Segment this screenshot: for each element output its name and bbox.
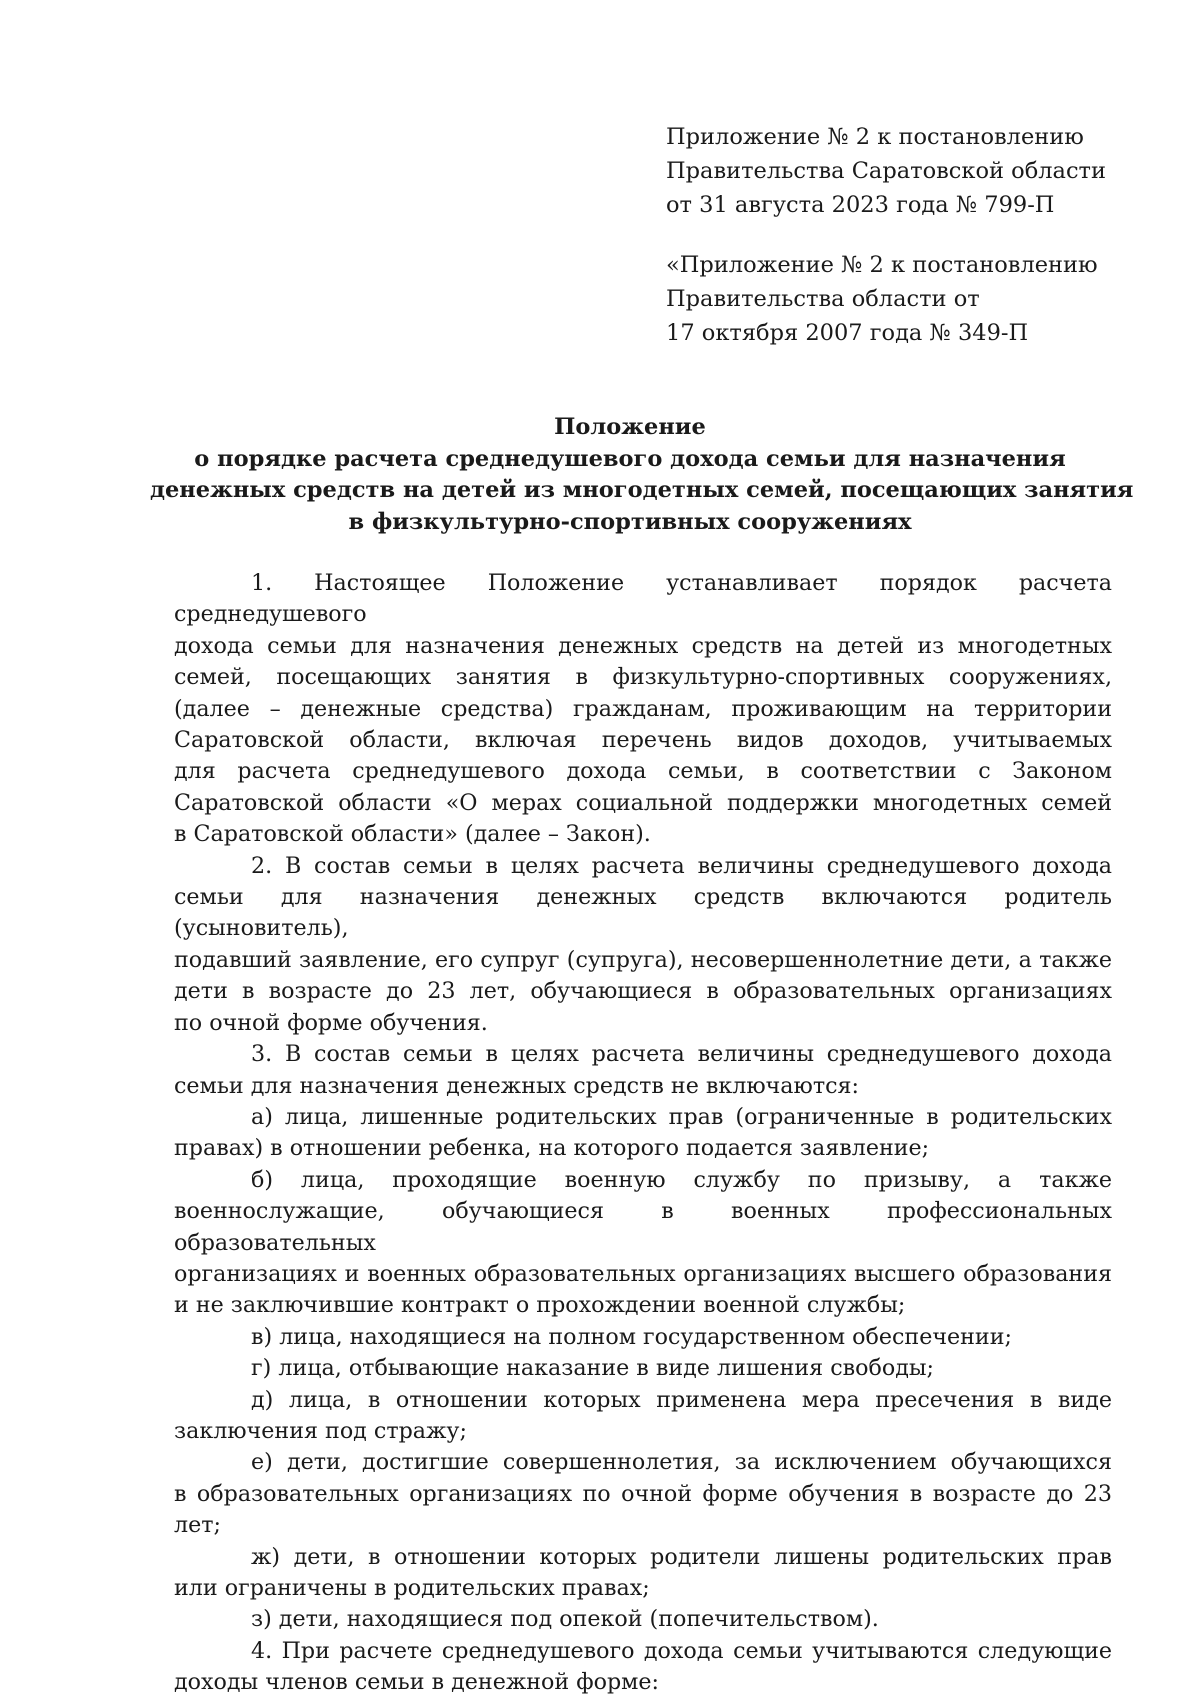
paragraph bbox=[174, 1604, 1112, 1635]
paragraph-line: 3. В состав семьи в целях расчета величины среднедушевого дохода bbox=[251, 1041, 1112, 1068]
paragraph bbox=[174, 1542, 1112, 1605]
paragraph-line: в) лица, находящиеся на полном государственном обеспечении; bbox=[251, 1323, 1012, 1350]
paragraph-line: дети в возрасте до 23 лет, обучающиеся в образовательных организациях bbox=[174, 978, 1112, 1005]
title-line-2: о порядке расчета среднедушевого дохода семьи для назначения bbox=[194, 445, 1066, 472]
paragraph-line: правах) в отношении ребенка, на которого подается заявление; bbox=[174, 1135, 930, 1162]
paragraph-line: подавший заявление, его супруг (супруга), несовершеннолетние дети, а также bbox=[174, 946, 1112, 973]
paragraph-line: д) лица, в отношении которых применена мера пресечения в виде bbox=[251, 1386, 1112, 1413]
document-body bbox=[174, 568, 1112, 1699]
paragraph bbox=[174, 1636, 1112, 1699]
paragraph-line: з) дети, находящиеся под опекой (попечительством). bbox=[251, 1606, 879, 1633]
appendix-current-line-1: Приложение № 2 к постановлению bbox=[666, 124, 1084, 150]
paragraph-line: 4. При расчете среднедушевого дохода семьи учитываются следующие bbox=[251, 1637, 1112, 1664]
paragraph-line: (далее – денежные средства) гражданам, проживающим на территории bbox=[174, 695, 1112, 722]
paragraph-line: военнослужащие, обучающиеся в военных профессиональных образовательных bbox=[174, 1198, 1112, 1256]
paragraph-line: и не заключившие контракт о прохождении военной службы; bbox=[174, 1292, 906, 1319]
paragraph-line: б) лица, проходящие военную службу по призыву, а также bbox=[251, 1166, 1112, 1193]
paragraph-line: а) лица, лишенные родительских прав (ограниченные в родительских bbox=[251, 1103, 1112, 1130]
paragraph-line: г) лица, отбывающие наказание в виде лишения свободы; bbox=[251, 1355, 935, 1382]
paragraph-line: 2. В состав семьи в целях расчета величины среднедушевого дохода bbox=[251, 852, 1112, 879]
paragraph-line: организациях и военных образовательных организациях высшего образования bbox=[174, 1260, 1112, 1287]
paragraph-line: семьи для назначения денежных средств включаются родитель (усыновитель), bbox=[174, 884, 1112, 942]
paragraph bbox=[174, 1039, 1112, 1102]
paragraph-line: заключения под стражу; bbox=[174, 1417, 467, 1444]
appendix-previous-line-1: «Приложение № 2 к постановлению bbox=[666, 252, 1098, 278]
paragraph bbox=[174, 851, 1112, 1039]
appendix-previous-reference bbox=[666, 248, 1166, 350]
title-line-1: Положение bbox=[554, 414, 706, 440]
paragraph-line: по очной форме обучения. bbox=[174, 1009, 488, 1036]
paragraph bbox=[174, 1102, 1112, 1165]
paragraph bbox=[174, 1165, 1112, 1322]
title-line-3: денежных средств на детей из многодетных семей, посещающих занятия bbox=[150, 477, 1134, 503]
document-title bbox=[150, 412, 1134, 538]
appendix-current-reference bbox=[666, 120, 1166, 222]
appendix-previous-line-3: 17 октября 2007 года № 349-П bbox=[666, 320, 1029, 346]
paragraph bbox=[174, 1447, 1112, 1541]
paragraph bbox=[174, 1385, 1112, 1448]
paragraph-line: Саратовской области, включая перечень видов доходов, учитываемых bbox=[174, 727, 1112, 754]
title-line-4: в физкультурно-спортивных сооружениях bbox=[348, 508, 912, 535]
paragraph-line: дохода семьи для назначения денежных средств на детей из многодетных bbox=[174, 632, 1112, 659]
paragraph bbox=[174, 1322, 1112, 1353]
paragraph-line: семьи для назначения денежных средств не включаются: bbox=[174, 1072, 860, 1099]
appendix-current-line-3: от 31 августа 2023 года № 799-П bbox=[666, 192, 1055, 218]
paragraph-line: ж) дети, в отношении которых родители лишены родительских прав bbox=[251, 1543, 1112, 1570]
appendix-current-line-2: Правительства Саратовской области bbox=[666, 158, 1107, 184]
paragraph bbox=[174, 1353, 1112, 1384]
paragraph-line: е) дети, достигшие совершеннолетия, за исключением обучающихся bbox=[251, 1449, 1112, 1476]
paragraph-line: для расчета среднедушевого дохода семьи, в соответствии с Законом bbox=[174, 758, 1112, 785]
paragraph-line: в Саратовской области» (далее – Закон). bbox=[174, 821, 651, 848]
paragraph bbox=[174, 568, 1112, 851]
paragraph-line: Саратовской области «О мерах социальной поддержки многодетных семей bbox=[174, 789, 1112, 816]
paragraph-line: в образовательных организациях по очной форме обучения в возрасте до 23 лет; bbox=[174, 1480, 1112, 1539]
paragraph-line: или ограничены в родительских правах; bbox=[174, 1575, 650, 1601]
appendix-previous-line-2: Правительства области от bbox=[666, 286, 980, 312]
paragraph-line: доходы членов семьи в денежной форме: bbox=[174, 1669, 660, 1696]
paragraph-line: 1. Настоящее Положение устанавливает порядок расчета среднедушевого bbox=[174, 570, 1112, 628]
paragraph-line: семей, посещающих занятия в физкультурно-спортивных сооружениях, bbox=[174, 664, 1112, 691]
